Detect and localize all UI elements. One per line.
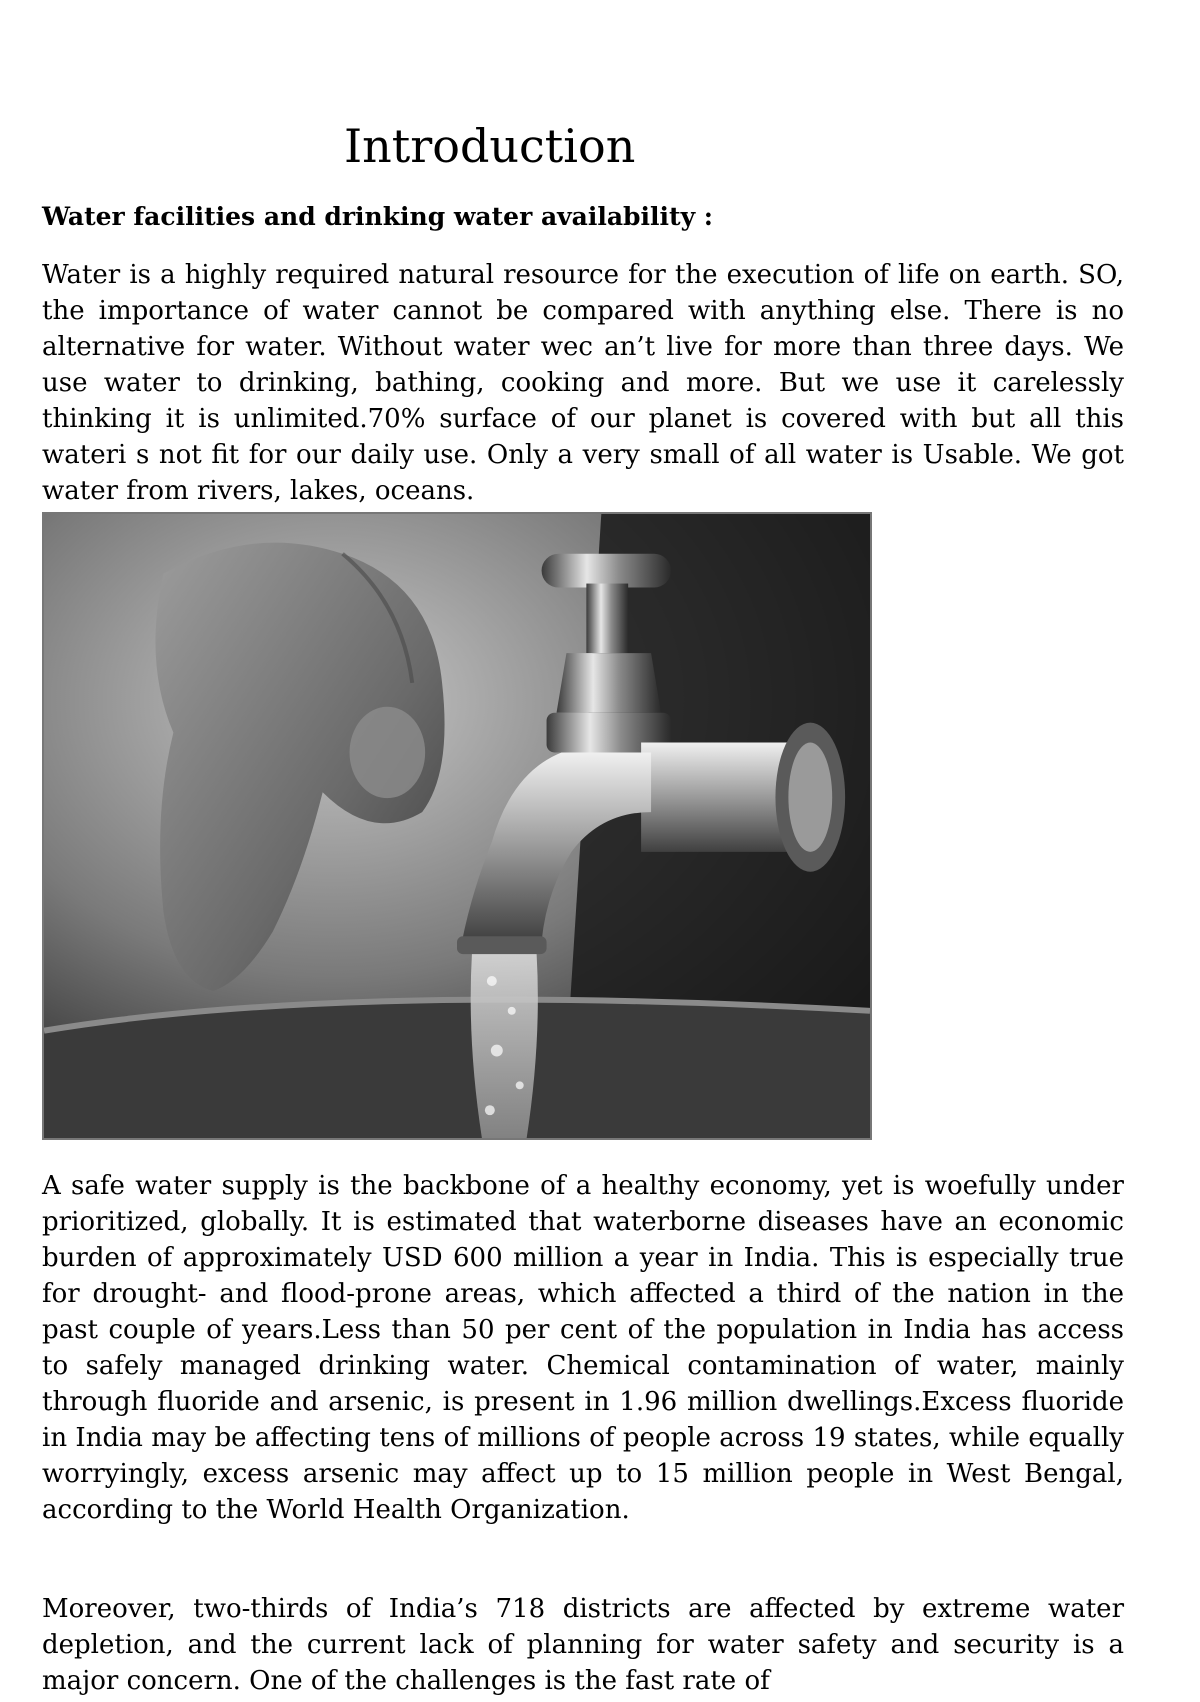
paragraph-1: Water is a highly required natural resource for the execution of life on earth. SO, the importance of water cannot be compared with anything else. There is no alternative for water. Without water wec an’t live for more than three days. We use water to drinking, bathing, cooking and more. But we use it carelessly thinking it is unlimited.70% surface of our planet is covered with but all this wateri s not fit for our daily use. Only a very small of all water is Usable. We got water from rivers, lakes, oceans.	[42, 260, 1124, 506]
page-title: Introduction	[344, 119, 636, 173]
water-tap-photo	[42, 512, 872, 1140]
paragraph-3: Moreover, two-thirds of India’s 718 districts are affected by extreme water depletion, and the current lack of planning for water safety and security is a major concern. One of the challenges is the fast rate of	[42, 1594, 1124, 1696]
tap-illustration	[44, 514, 870, 1138]
section-heading: Water facilities and drinking water availability :	[42, 202, 714, 231]
paragraph-2: A safe water supply is the backbone of a healthy economy, yet is woefully under prioritized, globally. It is estimated that waterborne diseases have an economic burden of approximately USD 600 million a year in India. This is especially true for drought- and flood-prone areas, which affected a third of the nation in the past couple of years.Less than 50 per cent of the population in India has access to safely managed drinking water. Chemical contamination of water, mainly through fluoride and arsenic, is present in 1.96 million dwellings.Excess fluoride in India may be affecting tens of millions of people across 19 states, while equally worryingly, excess arsenic may affect up to 15 million people in West Bengal, according to the World Health Organization.	[42, 1171, 1124, 1525]
